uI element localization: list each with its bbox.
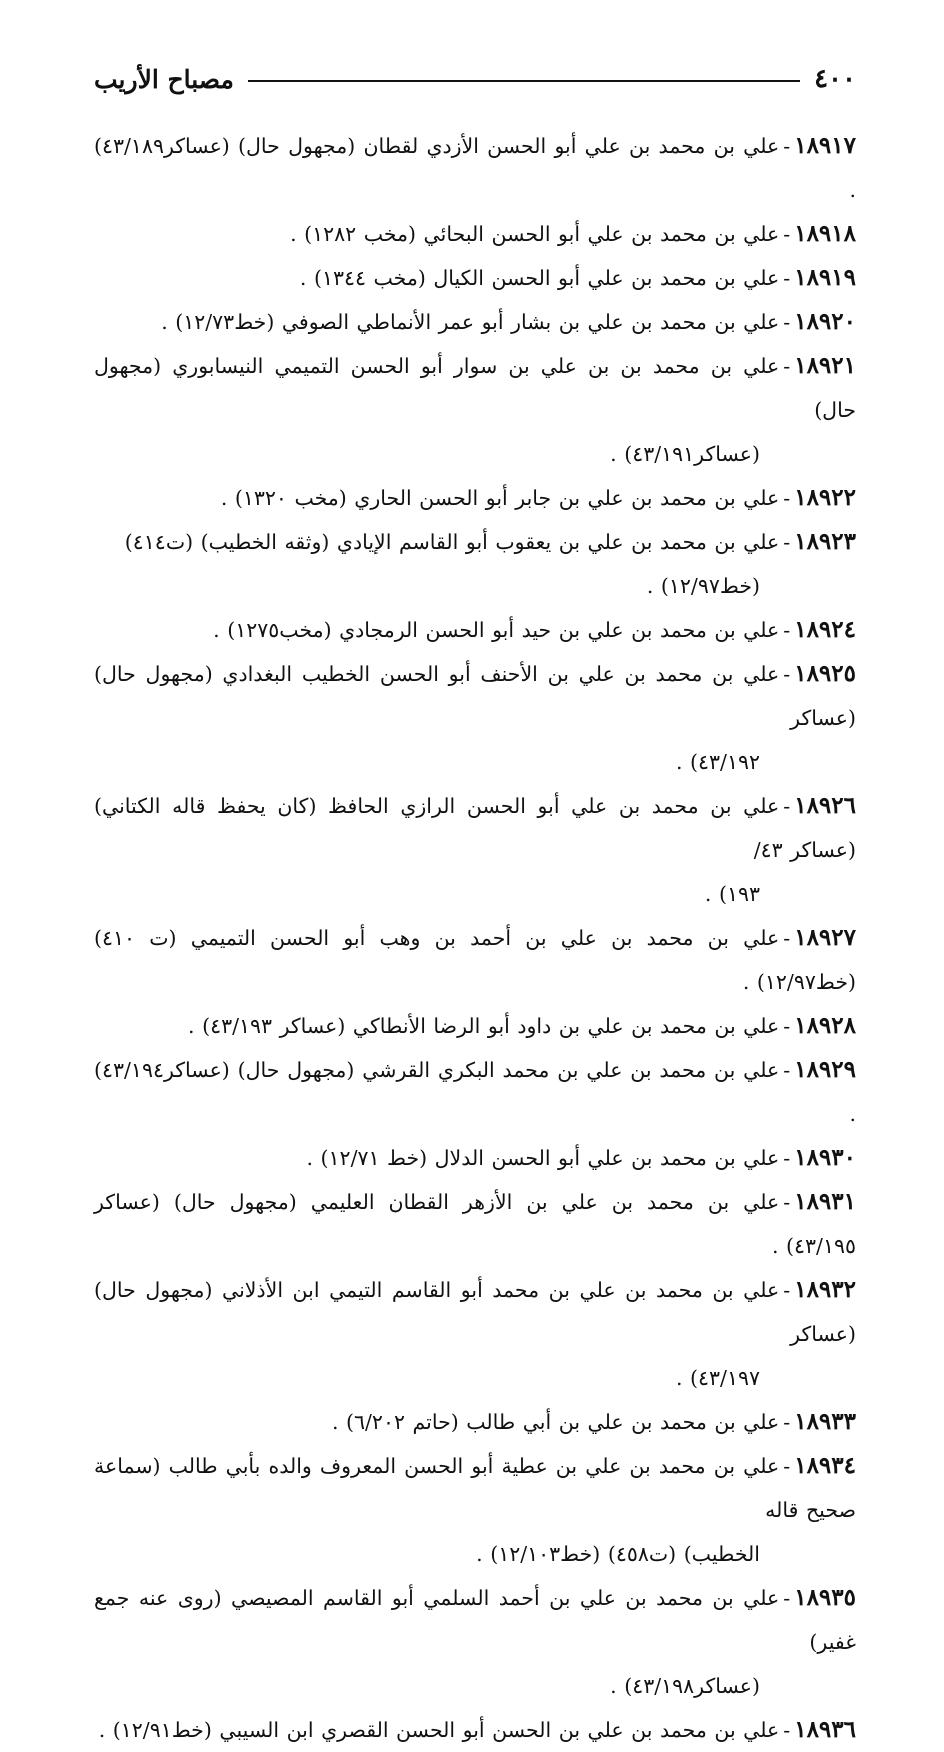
entry-number: ١٨٩٣٤ <box>794 1452 856 1479</box>
entry-continuation: (خط١٢/٩٧) . <box>646 574 760 598</box>
entry-continuation: ٤٣/١٩٧) . <box>676 1366 760 1390</box>
entry-continuation: الخطيب) (ت٤٥٨) (خط١٢/١٠٣) . <box>476 1542 760 1566</box>
entry: ١٨٩٢٤-علي بن محمد بن علي بن حيد أبو الحسن الرمجادي (مخب١٢٧٥) . <box>213 616 856 643</box>
entry: ١٨٩٣٠-علي بن محمد بن علي أبو الحسن الدلال (خط ١٢/٧١) . <box>306 1144 856 1171</box>
entry: ١٨٩٢١-علي بن محمد بن بن علي بن سوار أبو الحسن التميمي النيسابوري (مجهول حال) (عساكر٤٣/١٩١) . <box>94 344 856 476</box>
entry-number: ١٨٩٢٠ <box>794 308 856 335</box>
entry: ١٨٩٣٦-علي بن محمد بن علي بن الحسن أبو الحسن القصري ابن السيبي (خط١٢/٩١) . <box>98 1716 856 1743</box>
entry-text: علي بن محمد بن علي بن الأحنف أبو الحسن الخطيب البغدادي (مجهول حال) (عساكر <box>94 662 856 730</box>
page-number: ٤٠٠ <box>814 64 856 94</box>
entry-number: ١٨٩٣٠ <box>794 1144 856 1171</box>
entry-text: علي بن محمد بن علي أبو الحسن الكيال (مخب ١٣٤٤) . <box>299 266 780 290</box>
entry-text: علي بن محمد بن علي بن أحمد بن وهب أبو الحسن التميمي (ت ٤١٠) (خط١٢/٩٧) . <box>94 926 856 994</box>
entry: ١٨٩١٩-علي بن محمد بن علي أبو الحسن الكيال (مخب ١٣٤٤) . <box>299 264 856 291</box>
entry-text: علي بن محمد بن علي أبو الحسن الأزدي لقطان (مجهول حال) (عساكر٤٣/١٨٩) . <box>94 134 856 202</box>
entry-text: علي بن محمد بن علي بن محمد البكري القرشي (مجهول حال) (عساكر٤٣/١٩٤) . <box>94 1058 856 1126</box>
entry-text: علي بن محمد بن علي أبو الحسن الرازي الحافظ (كان يحفظ قاله الكتاني) (عساكر ٤٣/ <box>94 794 856 862</box>
entry-text: علي بن محمد بن علي بن حيد أبو الحسن الرمجادي (مخب١٢٧٥) . <box>213 618 780 642</box>
entry: ١٨٩٣١-علي بن محمد بن علي بن الأزهر القطان العليمي (مجهول حال) (عساكر ٤٣/١٩٥) . <box>94 1188 856 1258</box>
entry-text: علي بن محمد بن علي بن عطية أبو الحسن المعروف والده بأبي طالب (سماعة صحيح قاله <box>94 1454 856 1522</box>
entry-text: علي بن محمد بن علي بن محمد أبو القاسم التيمي ابن الأذلاني (مجهول حال) (عساكر <box>94 1278 856 1346</box>
entry-continuation: ١٩٣) . <box>704 882 760 906</box>
entry: ١٨٩٢٣-علي بن محمد بن علي بن يعقوب أبو القاسم الإيادي (وثقه الخطيب) (ت٤١٤) (خط١٢/٩٧) . <box>94 520 856 608</box>
entry: ١٨٩٣٥-علي بن محمد بن علي بن أحمد السلمي أبو القاسم المصيصي (روى عنه جمع غفير) (عساكر٤٣/١٩٨) . <box>94 1576 856 1708</box>
entry: ١٨٩١٧-علي بن محمد بن علي أبو الحسن الأزدي لقطان (مجهول حال) (عساكر٤٣/١٨٩) . <box>94 132 856 202</box>
entry-number: ١٨٩١٩ <box>794 264 856 291</box>
entry-number: ١٨٩١٨ <box>794 220 856 247</box>
entry-continuation: (عساكر٤٣/١٩٨) . <box>610 1674 760 1698</box>
entry-continuation: (عساكر٤٣/١٩١) . <box>610 442 760 466</box>
entry-number: ١٨٩٢٦ <box>794 792 856 819</box>
entry-text: علي بن محمد بن بن علي بن سوار أبو الحسن التميمي النيسابوري (مجهول حال) <box>94 354 856 422</box>
entry-number: ١٨٩٢٤ <box>794 616 856 643</box>
header-rule <box>248 80 800 82</box>
entry: ١٨٩١٨-علي بن محمد بن علي أبو الحسن البحائي (مخب ١٢٨٢) . <box>290 220 856 247</box>
entry-number: ١٨٩٢٢ <box>794 484 856 511</box>
entry: ١٨٩٢٨-علي بن محمد بن علي بن داود أبو الرضا الأنطاكي (عساكر ٤٣/١٩٣) . <box>188 1012 856 1039</box>
entry-number: ١٨٩٢٣ <box>794 528 856 555</box>
entry-number: ١٨٩٢١ <box>794 352 856 379</box>
entry: ١٨٩٣٤-علي بن محمد بن علي بن عطية أبو الحسن المعروف والده بأبي طالب (سماعة صحيح قاله الخطيب) (ت٤٥٨) (خط١٢/١٠٣) . <box>94 1444 856 1576</box>
entry-text: علي بن محمد بن علي بن داود أبو الرضا الأنطاكي (عساكر ٤٣/١٩٣) . <box>188 1014 780 1038</box>
book-title: مصباح الأريب <box>94 64 234 94</box>
entry-text: علي بن محمد بن علي بن الحسن أبو الحسن القصري ابن السيبي (خط١٢/٩١) . <box>98 1718 780 1742</box>
entry-text: علي بن محمد بن علي أبو الحسن الدلال (خط ١٢/٧١) . <box>306 1146 780 1170</box>
entry: ١٨٩٢٩-علي بن محمد بن علي بن محمد البكري القرشي (مجهول حال) (عساكر٤٣/١٩٤) . <box>94 1056 856 1126</box>
entry-number: ١٨٩٢٥ <box>794 660 856 687</box>
entry-number: ١٨٩٢٨ <box>794 1012 856 1039</box>
entry-number: ١٨٩٣٦ <box>794 1716 856 1743</box>
entry: ١٨٩٢٠-علي بن محمد بن علي بن بشار أبو عمر الأنماطي الصوفي (خط١٢/٧٣) . <box>161 308 856 335</box>
entry-text: علي بن محمد بن علي بن جابر أبو الحسن الحاري (مخب ١٣٢٠) . <box>220 486 780 510</box>
entry-text: علي بن محمد بن علي أبو الحسن البحائي (مخب ١٢٨٢) . <box>290 222 780 246</box>
page-header <box>94 58 856 100</box>
entry-text: علي بن محمد بن علي بن أحمد السلمي أبو القاسم المصيصي (روى عنه جمع غفير) <box>94 1586 856 1654</box>
entry-number: ١٨٩٣٣ <box>794 1408 856 1435</box>
entry-number: ١٨٩٢٧ <box>794 924 856 951</box>
entry-continuation: ٤٣/١٩٢) . <box>676 750 760 774</box>
entry-text: علي بن محمد بن علي بن يعقوب أبو القاسم الإيادي (وثقه الخطيب) (ت٤١٤) <box>124 530 780 554</box>
entry: ١٨٩٣٣-علي بن محمد بن علي بن أبي طالب (حاتم ٦/٢٠٢) . <box>331 1408 856 1435</box>
entry-number: ١٨٩٣٢ <box>794 1276 856 1303</box>
entry-number: ١٨٩٣٥ <box>794 1584 856 1611</box>
entry-number: ١٨٩١٧ <box>794 132 856 159</box>
entry: ١٨٩٢٥-علي بن محمد بن علي بن الأحنف أبو الحسن الخطيب البغدادي (مجهول حال) (عساكر ٤٣/١٩٢) . <box>94 652 856 784</box>
entry-text: علي بن محمد بن علي بن أبي طالب (حاتم ٦/٢٠٢) . <box>331 1410 780 1434</box>
entry-number: ١٨٩٣١ <box>794 1188 856 1215</box>
entry: ١٨٩٢٧-علي بن محمد بن علي بن أحمد بن وهب أبو الحسن التميمي (ت ٤١٠) (خط١٢/٩٧) . <box>94 924 856 994</box>
entry-text: علي بن محمد بن علي بن بشار أبو عمر الأنماطي الصوفي (خط١٢/٧٣) . <box>161 310 780 334</box>
entry-text: علي بن محمد بن علي بن الأزهر القطان العليمي (مجهول حال) (عساكر ٤٣/١٩٥) . <box>94 1190 856 1258</box>
entry-number: ١٨٩٢٩ <box>794 1056 856 1083</box>
entry: ١٨٩٣٢-علي بن محمد بن علي بن محمد أبو القاسم التيمي ابن الأذلاني (مجهول حال) (عساكر ٤٣/١٩٧) . <box>94 1268 856 1400</box>
entries-list <box>94 124 856 1752</box>
entry: ١٨٩٢٢-علي بن محمد بن علي بن جابر أبو الحسن الحاري (مخب ١٣٢٠) . <box>220 484 856 511</box>
entry: ١٨٩٢٦-علي بن محمد بن علي أبو الحسن الرازي الحافظ (كان يحفظ قاله الكتاني) (عساكر ٤٣/ ١٩٣) . <box>94 784 856 916</box>
